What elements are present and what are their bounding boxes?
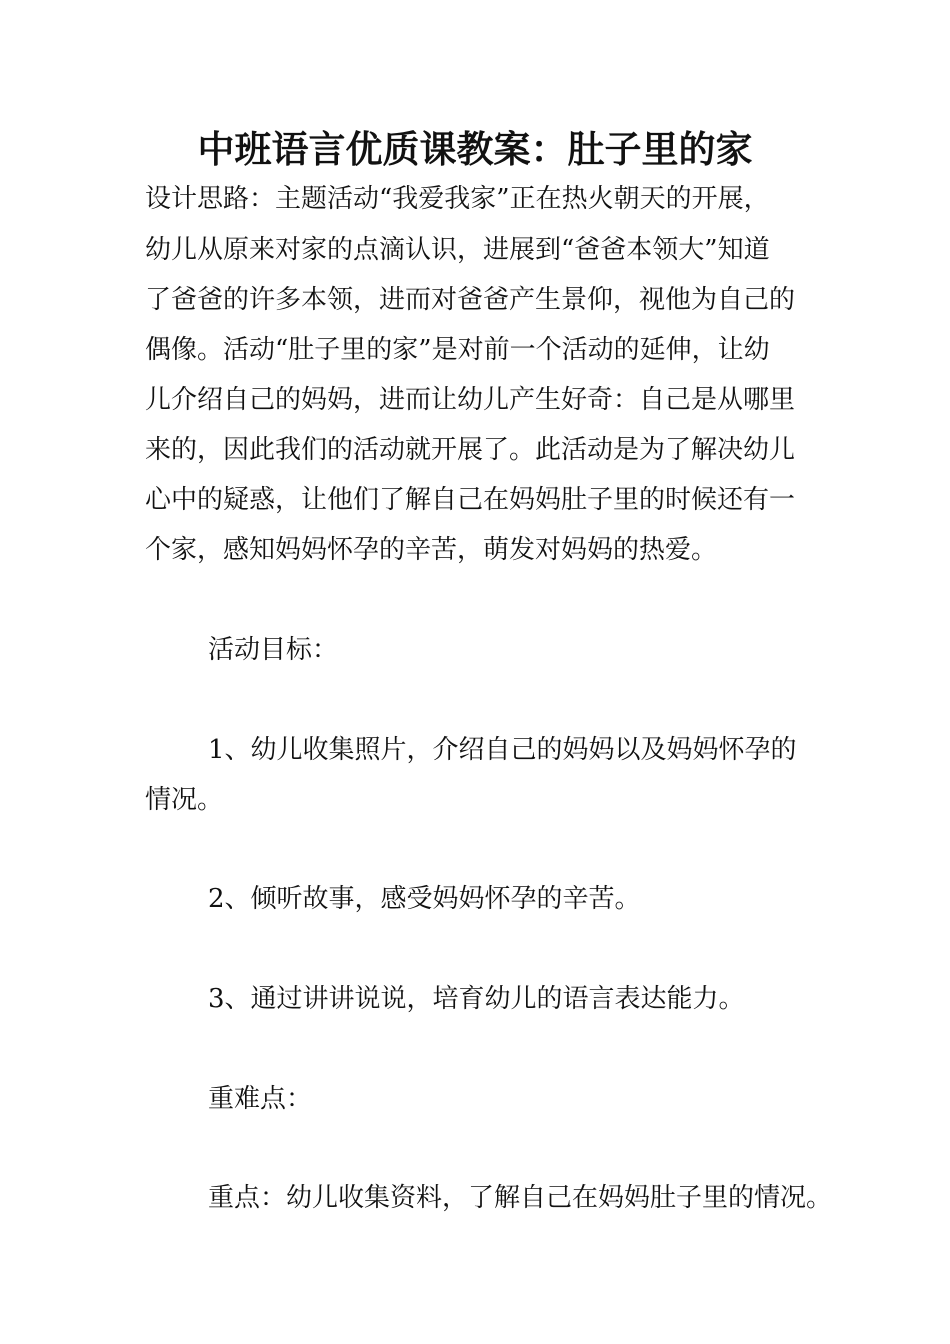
design-paragraph-line: 心中的疑惑，让他们了解自己在妈妈肚子里的时候还有一 xyxy=(145,485,796,515)
objective-item: 2、倾听故事，感受妈妈怀孕的辛苦。 xyxy=(208,884,641,914)
design-paragraph-line: 儿介绍自己的妈妈，进而让幼儿产生好奇：自己是从哪里 xyxy=(145,385,796,415)
document-title: 中班语言优质课教案：肚子里的家 xyxy=(197,128,753,171)
objective-item: 3、通过讲讲说说，培育幼儿的语言表达能力。 xyxy=(208,984,745,1014)
design-paragraph-line: 偶像。活动“肚子里的家”是对前一个活动的延伸，让幼 xyxy=(145,335,770,365)
key-point-item: 重点：幼儿收集资料，了解自己在妈妈肚子里的情况。 xyxy=(208,1183,833,1213)
objective-item-continuation: 情况。 xyxy=(145,785,224,815)
design-paragraph-line: 了爸爸的许多本领，进而对爸爸产生景仰，视他为自己的 xyxy=(145,285,796,315)
design-paragraph-line: 幼儿从原来对家的点滴认识，进展到“爸爸本领大”知道 xyxy=(145,235,770,265)
key-points-heading: 重难点： xyxy=(208,1084,313,1114)
objective-item: 1、幼儿收集照片，介绍自己的妈妈以及妈妈怀孕的 xyxy=(208,735,797,765)
design-paragraph-line: 来的，因此我们的活动就开展了。此活动是为了解决幼儿 xyxy=(145,435,796,465)
objectives-heading: 活动目标： xyxy=(208,635,339,665)
design-paragraph-line: 个家，感知妈妈怀孕的辛苦，萌发对妈妈的热爱。 xyxy=(145,535,718,565)
design-paragraph-line: 设计思路：主题活动“我爱我家”正在热火朝天的开展， xyxy=(145,184,770,214)
